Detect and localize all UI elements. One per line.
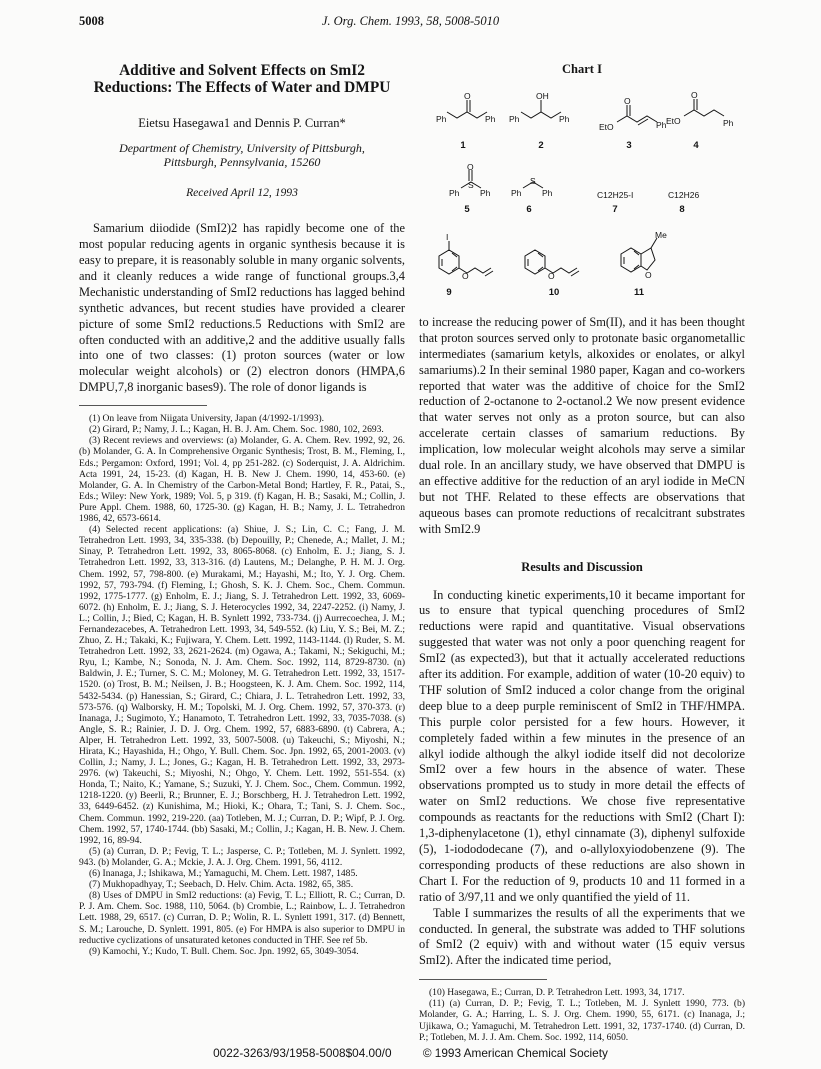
footnotes-right [419,987,745,1042]
footnote: (8) Uses of DMPU in SmI2 reductions: (a) Fevig, T. L.; Elliott, R. C.; Curran, D. P. J. Am. Chem. Soc. 1988, 110, 5064. (b) Crombie, L.; Rainbow, L. J. Tetrahedron Lett. 1988, 29, 6517. (c) Curran, D. P.; Wolin, R. L. Synlett 1991, 317. (d) Bennett, S. M.; Larouche, D. Synlett. 1991, 805. (e) For HMPA is also superior to DMPU in reductive cyclizations of unsaturated ketones conducted in THF. See ref 5b. [79,890,405,946]
label-eto: EtO [666,115,681,126]
label-ph: Ph [723,117,734,128]
label-ph: Ph [542,187,553,198]
footnote-rule [79,405,207,406]
results-paragraph-2: Table I summarizes the results of all the experiments that we conducted. In general, the substrate was added to THF solutions of SmI2 (2 equiv) with and without water (15 equiv versus SmI2). After the indicated time period, [419,905,745,968]
footnote-rule [419,979,547,980]
authors: Eietsu Hasegawa1 and Dennis P. Curran* [138,116,346,131]
compound-number: 8 [679,203,685,215]
compound-number: 10 [548,286,560,298]
section-heading: Results and Discussion [521,559,643,574]
affiliation-line-1: Department of Chemistry, University of Pittsburgh, [119,141,365,156]
footnote: (1) On leave from Niigata University, Japan (4/1992-1/1993). [89,413,325,425]
left-column [79,62,405,957]
label-o: O [691,89,698,100]
compound-number: 11 [633,286,645,298]
page-number: 5008 [79,14,104,28]
label-eto: EtO [599,121,614,132]
label-ph: Ph [559,113,570,124]
footnote: (10) Hasegawa, E.; Curran, D. P. Tetrahedron Lett. 1993, 34, 1717. [429,987,685,999]
label-o: O [467,161,474,172]
article-code: 0022-3263/93/1958-5008$04.00/0 [213,1046,392,1060]
compound-number: 6 [526,203,532,215]
footnote: (3) Recent reviews and overviews: (a) Molander, G. A. Chem. Rev. 1992, 92, 26. (b) Molander, G. A. In Comprehensive Organic Synthesis; Trost, B. M., Fleming, I., Eds.; Pergamon: Oxford, 1991; Vol. 4, pp 251-282. (c) Soderquist, J. A. Aldrichim. Acta 1991, 24, 15-23. (d) Kagan, H. B. New J. Chem. 1990, 14, 453-60. (e) Molander, G. A. In Chemistry of the Carbon-Metal Bond; Hartley, F. R., Patai, S., Eds.; Wiley: New York, 1989; Vol. 5, p 319. (f) Kagan, H. B.; Sasaki, M.; Collin, J. Pure Appl. Chem. 1988, 60, 1725-30. (g) Kagan, H. B.; Namy, J. L. Tetrahedron 1986, 42, 6573-6614. [79,435,405,525]
structure-3-bonds [617,116,657,122]
label-ph: Ph [485,113,496,124]
page-footer [0,1046,821,1060]
structure-1-bonds [447,112,487,118]
results-paragraph-1: In conducting kinetic experiments,10 it became important for us to ensure that typical quenching procedures of SmI2 reductions were rapid and quantitative. Visual observations suggested that water was not only a poor quenching reagent for SmI2 (as expected3), but that it actually accelerated reductions after its addition. For example, addition of water (10-20 equiv) to THF solution of SmI2 induced a color change from the original deep blue to a deep purple reminiscent of SmI2 in THF/HMPA. This purple color persisted for a few hours. However, it completely faded within a few minutes in the presence of an alkyl iodide although the alkyl iodide itself did not decolorize SmI2 over a few hours in the absence of water. These observations prompted us to study in more detail the effects of water on SmI2 reductions. We chose five representative compounds as reactants for the reductions with SmI2 (Chart I): 1,3-diphenylacetone (1), ethyl cinnamate (3), diphenyl sulfoxide (5), 1-iodododecane (7), and o-allyloxyiodobenzene (9). The corresponding products of these reductions are also shown in Chart I. For the reduction of 9, products 10 and 11 formed in a ratio of 3/97,11 and we only quantified the yield of 11. [419,587,745,904]
label-ph: Ph [436,113,447,124]
footnote: (11) (a) Curran, D. P.; Fevig, T. L.; Totleben, M. J. Synlett 1990, 773. (b) Molander, G. A.; Harring, L. S. J. Org. Chem. 1990, 55, 6171. (c) Inanaga, J.; Ujikawa, O.; Yamaguchi, M. Tetrahedron Lett. 1991, 32, 1737-1740. (d) Curran, D. P.; Totleben, M. J. J. Am. Chem. Soc. 1992, 114, 6050. [419,998,745,1043]
compound-number: 4 [693,139,699,151]
structure-2-bonds [521,112,561,118]
label-ph: Ph [480,187,491,198]
intro-paragraph-right: to increase the reducing power of Sm(II), and it has been thought that proton sources served only to protonate basic organometallic intermediates (samarium ketyls, alkoxides or enolates, or alkyl samariums).2 In their seminal 1980 paper, Kagan and co-workers reported that water was the additive of choice for the SmI2 reduction of 2-octanone to 2-octanol.2 We now present evidence that water serves not only as a proton source, but can also accelerate certain classes of samarium reductions. By implication, low molecular weight alcohols may serve a similar dual role. In an ancillary study, we have observed that DMPU is an effective additive for the reduction of an aryl iodide in MeCN but not THF. Related to these effects are observations that aqueous bases can promote reductions of recalcitrant substrates with SmI2.9 [419,314,745,536]
compound-number: 5 [464,203,470,215]
structure-4-bonds [684,110,724,116]
article-title: Additive and Solvent Effects on SmI2 Reductions: The Effects of Water and DMPU [93,62,391,97]
journal-name: J. Org. Chem. [321,14,392,28]
chart-structures [419,78,745,315]
journal-citation: 1993, 58, 5008-5010 [394,14,500,28]
compound-number: 7 [612,203,618,215]
compound-number: 1 [460,139,466,151]
label-o: O [624,95,631,106]
running-header [0,14,821,29]
label-ph: Ph [656,119,667,130]
compound-number: 3 [626,139,632,151]
label-s: S [530,175,536,186]
right-column [419,62,745,1043]
affiliation-line-2: Pittsburgh, Pennsylvania, 15260 [163,155,321,170]
label-o: O [462,270,469,281]
label-o: O [548,270,555,281]
label-c12h26: C12H26 [668,189,700,200]
label-s: S [468,179,474,190]
label-o: O [645,269,652,280]
footnote: (2) Girard, P.; Namy, J. L.; Kagan, H. B. J. Am. Chem. Soc. 1980, 102, 2693. [89,424,384,436]
intro-paragraph-left: Samarium diiodide (SmI2)2 has rapidly become one of the most popular reducing agents in organic synthesis because it is easy to prepare, it is reasonably soluble in many organic solvents, and it cleanly reduces a wide range of functional groups.3,4 Mechanistic understanding of SmI2 reductions has lagged behind synthetic advances, but recent studies have provided a clearer picture of some SmI2 reductions.5 Reductions with SmI2 are often conducted with an additive,2 and the additive usually falls into one of two classes: (1) proton sources (water or low molecular weight alcohols) or (2) electron donors (HMPA,6 DMPU,7,8 inorganic bases9). The role of donor ligands is [79,221,405,395]
label-me: Me [655,229,667,240]
footnote: (4) Selected recent applications: (a) Shiue, J. S.; Lin, C. C.; Fang, J. M. Tetrahedron Lett. 1993, 34, 335-338. (b) Depouilly, P.; Chenede, A.; Mallet, J. M.; Sinay, P. Tetrahedron Lett. 1992, 33, 8065-8068. (c) Enholm, E. J.; Jiang, S. J. Tetrahedron Lett. 1992, 33, 313-316. (d) Lautens, M.; Delanghe, P. H. M. J. Org. Chem. 1992, 57, 798-800. (e) Murakami, M.; Hayashi, M.; Ito, Y. J. Org. Chem. 1992, 57, 793-794. (f) Fleming, I.; Ghosh, S. K. J. Chem. Soc., Chem. Commun. 1992, 1775-1777. (g) Enholm, E. J.; Jiang, S. J. Tetrahedron Lett. 1992, 33, 6069-6072. (h) Enholm, E. J.; Jiang, S. J. Heterocycles 1992, 34, 2247-2252. (i) Namy, J. L.; Collin, J.; Bied, C; Kagan, H. B. Synlett 1992, 733-734. (j) Aurrecoechea, J. M.; Fernandezacebes, A. Tetrahedron Lett. 1993, 34, 549-552. (k) Liu, Y. S.; Bei, M. Z.; Zhuo, Z. H.; Takaki, K.; Fujiwara, Y. Chem. Lett. 1992, 1143-1144. (l) Ruder, S. M. Tetrahedron Lett. 1992, 33, 2621-2624. (m) Ogawa, A.; Takami, N.; Sekiguchi, M.; Ryu, I.; Kambe, N.; Sonoda, N. J. Am. Chem. Soc. 1992, 114, 8729-8730. (n) Baldwin, J. E.; Turner, S. C. M.; Moloney, M. G. Tetrahedron Lett. 1992, 33, 1517-1520. (o) Trost, B. M.; Neilsen, J. B.; Hoogsteen, K. J. Am. Chem. Soc. 1992, 114, 5432-5434. (p) Hanessian, S.; Girard, C.; Chiara, J. L. Tetrahedron Lett. 1992, 33, 573-576. (q) Walborsky, H. M.; Topolski, M. J. Org. Chem. 1992, 57, 370-373. (r) Inanaga, J.; Sugimoto, Y.; Hanamoto, T. Tetrahedron Lett. 1992, 33, 7035-7038. (s) Angle, S. R.; Rainier, J. D. J. Org. Chem. 1992, 57, 6883-6890. (t) Cabrera, A.; Alper, H. Tetrahedron Lett. 1992, 33, 5007-5008. (u) Takeuchi, S.; Miyoshi, N.; Hirata, K.; Hayashida, H.; Ohgo, Y. Bull. Chem. Soc. Jpn. 1992, 65, 2001-2003. (v) Collin, J.; Namy, J. L.; Jones, G.; Kagan, H. B. Tetrahedron Lett. 1992, 33, 2973-2976. (w) Takeuchi, S.; Miyoshi, N.; Ohgo, Y. Chem. Lett. 1992, 551-554. (x) Honda, T.; Naito, K.; Yamane, S.; Suzuki, Y. J. Chem. Soc., Chem. Commun. 1992, 1218-1220. (y) Beerli, R.; Brunner, E. J.; Borschberg, H. J. Tetrahedron Lett. 1992, 33, 6449-6452. (z) Kunishima, M.; Hioki, K.; Ohara, T.; Tani, S. J. Chem. Soc., Chem. Commun. 1992, 219-220. (aa) Totleben, M. J.; Curran, D. P.; Wipf, P. J. Org. Chem. 1992, 57, 1740-1744. (bb) Sasaki, M.; Collin, J.; Kagan, H. B. New. J. Chem. 1992, 16, 89-94. [79,524,405,846]
label-ph: Ph [511,187,522,198]
label-ph: Ph [509,113,520,124]
compound-number: 9 [446,286,452,298]
footnote: (7) Mukhopadhyay, T.; Seebach, D. Helv. Chim. Acta. 1982, 65, 385. [89,879,354,891]
footnotes-left [79,413,405,957]
compound-number: 2 [538,139,544,151]
label-c12h25i: C12H25-I [597,189,634,200]
label-o: O [464,90,471,101]
label-ph: Ph [449,187,460,198]
label-i: I [446,231,449,242]
copyright: © 1993 American Chemical Society [422,1046,608,1060]
label-oh: OH [536,90,549,101]
chart-title: Chart I [562,62,602,76]
footnote: (5) (a) Curran, D. P.; Fevig, T. L.; Jasperse, C. P.; Totleben, M. J. Synlett. 1992, 943. (b) Molander, G. A.; Mckie, J. A. J. Org. Chem. 1991, 56, 4112. [79,845,405,868]
footnote: (6) Inanaga, J.; Ishikawa, M.; Yamaguchi, M. Chem. Lett. 1987, 1485. [89,868,358,880]
received-date: Received April 12, 1993 [186,186,298,200]
affiliation [79,141,405,169]
footnote: (9) Kamochi, Y.; Kudo, T. Bull. Chem. Soc. Jpn. 1992, 65, 3049-3054. [89,945,359,957]
